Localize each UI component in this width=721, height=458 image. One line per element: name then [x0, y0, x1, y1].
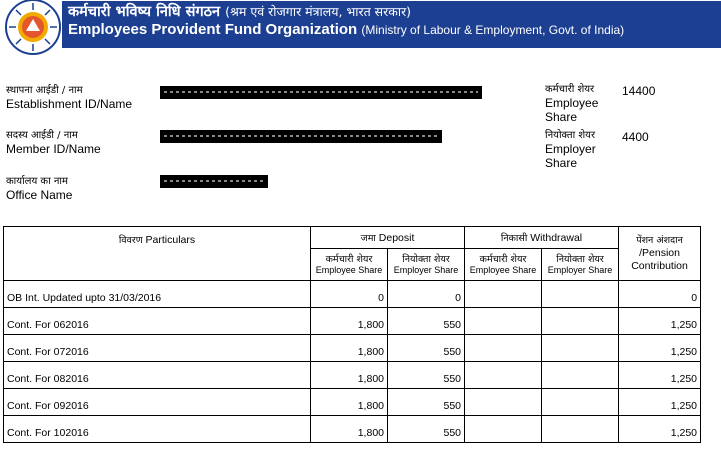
row-deposit-employee: 1,800 — [311, 416, 388, 443]
establishment-value-redacted — [160, 86, 482, 99]
table-row — [4, 335, 701, 362]
row-withdrawal-employer — [542, 362, 619, 389]
employer-share-label-english: Employer Share — [545, 142, 596, 170]
member-label — [6, 129, 101, 156]
particulars-header-english: Particulars — [145, 234, 196, 246]
row-particulars: Cont. For 102016 — [4, 416, 311, 443]
ministry-hindi: (श्रम एवं रोजगार मंत्रालय, भारत सरकार) — [225, 4, 412, 19]
deposit-employee-share-english: Employee Share — [315, 264, 383, 275]
withdrawal-header — [465, 227, 619, 249]
employee-share-label-hindi: कर्मचारी शेयर — [545, 84, 595, 95]
row-deposit-employee: 1,800 — [311, 335, 388, 362]
row-withdrawal-employee — [465, 416, 542, 443]
org-name-hindi: कर्मचारी भविष्य निधि संगठन — [68, 4, 221, 20]
deposit-employer-share-hindi: नियोक्ता शेयर — [402, 253, 450, 265]
employee-share-label — [545, 83, 615, 124]
row-deposit-employer: 550 — [388, 416, 465, 443]
row-pension: 1,250 — [619, 335, 701, 362]
row-deposit-employer: 550 — [388, 362, 465, 389]
row-deposit-employee: 1,800 — [311, 362, 388, 389]
epfo-logo-icon — [4, 0, 62, 56]
employer-share-label — [545, 129, 615, 170]
table-row — [4, 308, 701, 335]
org-name-english: Employees Provident Fund Organization — [68, 21, 358, 38]
deposit-header-english: Deposit — [378, 232, 415, 244]
deposit-header — [311, 227, 465, 249]
deposit-employee-share-header — [311, 249, 388, 281]
employer-share-label-hindi: नियोक्ता शेयर — [545, 130, 596, 141]
row-deposit-employer: 550 — [388, 308, 465, 335]
table-header-row — [4, 227, 701, 249]
member-label-english: Member ID/Name — [6, 142, 101, 156]
ministry-english: (Ministry of Labour & Employment, Govt. of India) — [361, 23, 625, 37]
table-row — [4, 281, 701, 308]
row-particulars: OB Int. Updated upto 31/03/2016 — [4, 281, 311, 308]
withdrawal-header-hindi: निकासी — [500, 233, 528, 244]
row-particulars: Cont. For 062016 — [4, 308, 311, 335]
particulars-header-hindi: विवरण — [118, 235, 143, 246]
row-particulars: Cont. For 082016 — [4, 362, 311, 389]
header — [0, 0, 721, 50]
member-label-hindi: सदस्य आईडी / नाम — [6, 130, 78, 141]
row-pension: 1,250 — [619, 362, 701, 389]
member-value-redacted — [160, 130, 442, 143]
row-withdrawal-employer — [542, 281, 619, 308]
row-deposit-employer: 550 — [388, 389, 465, 416]
withdrawal-employer-share-header — [542, 249, 619, 281]
row-deposit-employer: 0 — [388, 281, 465, 308]
row-pension: 1,250 — [619, 308, 701, 335]
table-row — [4, 416, 701, 443]
row-particulars: Cont. For 072016 — [4, 335, 311, 362]
withdrawal-employee-share-hindi: कर्मचारी शेयर — [479, 253, 527, 265]
employer-share-value: 4400 — [622, 130, 649, 144]
withdrawal-employee-share-header — [465, 249, 542, 281]
row-deposit-employer: 550 — [388, 335, 465, 362]
deposit-employer-share-english: Employer Share — [393, 264, 459, 275]
withdrawal-employee-share-english: Employee Share — [469, 264, 537, 275]
withdrawal-employer-share-english: Employer Share — [547, 264, 613, 275]
office-label-hindi: कार्यालय का नाम — [6, 176, 68, 187]
org-title-english — [68, 21, 624, 38]
row-pension: 1,250 — [619, 389, 701, 416]
establishment-label-hindi: स्थापना आईडी / नाम — [6, 85, 83, 96]
office-label-english: Office Name — [6, 188, 73, 202]
withdrawal-header-english: Withdrawal — [530, 232, 583, 244]
pension-header-english: /Pension Contribution — [631, 247, 688, 272]
row-pension: 1,250 — [619, 416, 701, 443]
employee-share-label-english: Employee Share — [545, 96, 599, 124]
row-deposit-employee: 1,800 — [311, 389, 388, 416]
row-withdrawal-employer — [542, 416, 619, 443]
establishment-label — [6, 84, 132, 111]
row-withdrawal-employee — [465, 362, 542, 389]
pension-header — [619, 227, 701, 281]
establishment-label-english: Establishment ID/Name — [6, 97, 133, 111]
deposit-employee-share-hindi: कर्मचारी शेयर — [325, 253, 373, 265]
row-deposit-employee: 0 — [311, 281, 388, 308]
table-row — [4, 389, 701, 416]
row-withdrawal-employer — [542, 308, 619, 335]
row-withdrawal-employee — [465, 281, 542, 308]
withdrawal-employer-share-hindi: नियोक्ता शेयर — [556, 253, 604, 265]
row-withdrawal-employer — [542, 335, 619, 362]
table-row — [4, 362, 701, 389]
row-withdrawal-employee — [465, 308, 542, 335]
passbook-table — [3, 226, 701, 443]
row-particulars: Cont. For 092016 — [4, 389, 311, 416]
org-title-hindi — [68, 1, 411, 21]
pension-header-hindi: पेंशन अंशदान — [636, 235, 683, 246]
row-withdrawal-employee — [465, 389, 542, 416]
row-withdrawal-employer — [542, 389, 619, 416]
employee-share-value: 14400 — [622, 84, 656, 98]
deposit-employer-share-header — [388, 249, 465, 281]
row-pension: 0 — [619, 281, 701, 308]
row-withdrawal-employee — [465, 335, 542, 362]
particulars-header — [4, 227, 311, 281]
office-value-redacted — [160, 175, 268, 188]
row-deposit-employee: 1,800 — [311, 308, 388, 335]
deposit-header-hindi: जमा — [360, 233, 376, 244]
office-label — [6, 175, 72, 202]
